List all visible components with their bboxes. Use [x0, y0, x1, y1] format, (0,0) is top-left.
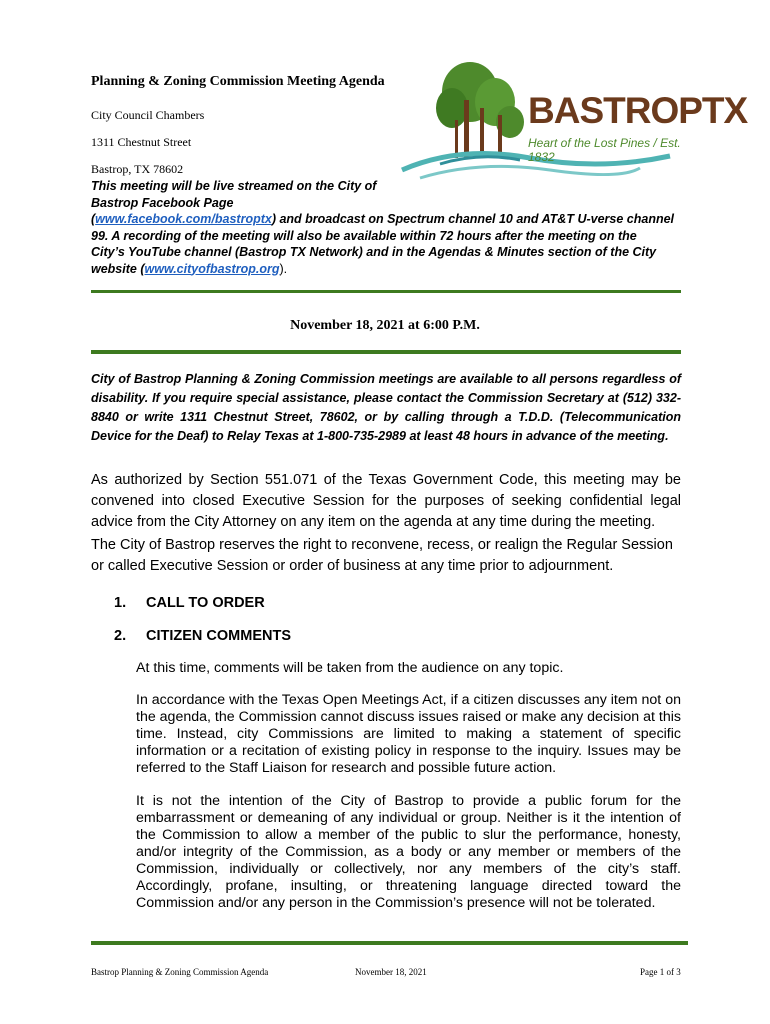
agenda-title: Planning & Zoning Commission Meeting Agenda [91, 74, 385, 89]
livestream-broadcast-text: and broadcast on Spectrum channel 10 and AT&T U-verse channel [276, 212, 675, 226]
website-suffix: ). [279, 261, 288, 276]
citizen-comments-intro: At this time, comments will be taken from the audience on any topic. [136, 660, 564, 676]
livestream-line-3: (www.facebook.com/bastroptx) and broadcast on Spectrum channel 10 and AT&T U-verse channel [91, 212, 675, 226]
accessibility-notice: City of Bastrop Planning & Zoning Commission meetings are available to all persons regardless of disability. If you require special assistance, please contact the Commission Secretary at (512) 332-8840 or write 1311 Chestnut Street, 78602, or by calling through a T.D.D. (Telecommunication Device for the Deaf) to Relay Texas at 1-800-735-2989 at least 48 hours in advance of the meeting. [91, 372, 681, 443]
meeting-date: November 18, 2021 at 6:00 P.M. [290, 318, 480, 333]
city-address: Bastrop, TX 78602 [91, 162, 184, 176]
livestream-notice [91, 178, 691, 277]
livestream-line-6 [91, 261, 691, 278]
city-website-link[interactable]: www.cityofbastrop.org [144, 261, 280, 276]
meeting-location: City Council Chambers [91, 108, 205, 122]
divider-top [91, 290, 681, 293]
livestream-line-5: City’s YouTube channel (Bastrop TX Network) and in the Agendas & Minutes section of the City [91, 245, 657, 259]
item-1-title: CALL TO ORDER [146, 595, 265, 611]
conduct-paragraph: It is not the intention of the City of Bastrop to provide a public forum for the embarrassment or demeaning of any individual or group. Neither is it the intention of the Commission to allow a member of the public to slur the performance, honesty, and/or integrity of the Commission, as a body or any member or members of the Commission, individually or collectively, nor any members of the city’s staff. Accordingly, profane, insulting, or threatening language directed toward the Commission and/or any person in the Commission’s presence will not be tolerated. [136, 793, 681, 911]
logo-wordmark: BASTROPTX [528, 90, 748, 131]
street-address: 1311 Chestnut Street [91, 135, 192, 149]
livestream-line-2: Bastrop Facebook Page [91, 195, 234, 210]
logo-tagline: Heart of the Lost Pines / Est. 1832 [528, 136, 681, 164]
divider-footer [91, 941, 688, 945]
livestream-line-4: 99. A recording of the meeting will also be available within 72 hours after the meeting on the [91, 228, 637, 243]
footer-page-number: Page 1 of 3 [640, 967, 681, 977]
open-meetings-paragraph: In accordance with the Texas Open Meetings Act, if a citizen discusses any item not on the agenda, the Commission cannot discuss issues raised or make any decision at this time. Instead, city Commissions are limited to making a statement of specific information or a recitation of existing policy in response to the inquiry. Issues may be referred to the Staff Liaison for research and possible future action. [136, 692, 681, 776]
executive-session-paragraph: As authorized by Section 551.071 of the Texas Government Code, this meeting may be convened into closed Executive Session for the purposes of seeking confidential legal advice from the City Attorney on any item on the agenda at any time during the meeting. [91, 472, 681, 530]
website-prefix: website ( [91, 261, 145, 276]
livestream-line-1: This meeting will be live streamed on the City of [91, 179, 377, 193]
footer-agenda-name: Bastrop Planning & Zoning Commission Agenda [91, 967, 269, 977]
reconvene-paragraph: The City of Bastrop reserves the right to reconvene, recess, or realign the Regular Session or called Executive Session or order of business at any time prior to adjournment. [91, 537, 673, 574]
bastrop-logo [400, 60, 748, 185]
footer-date: November 18, 2021 [355, 967, 427, 977]
item-1-number: 1. [114, 595, 127, 611]
facebook-link[interactable]: www.facebook.com/bastroptx [95, 212, 272, 226]
divider-date [91, 350, 681, 354]
item-2-number: 2. [114, 628, 127, 644]
item-2-title: CITIZEN COMMENTS [146, 628, 291, 644]
